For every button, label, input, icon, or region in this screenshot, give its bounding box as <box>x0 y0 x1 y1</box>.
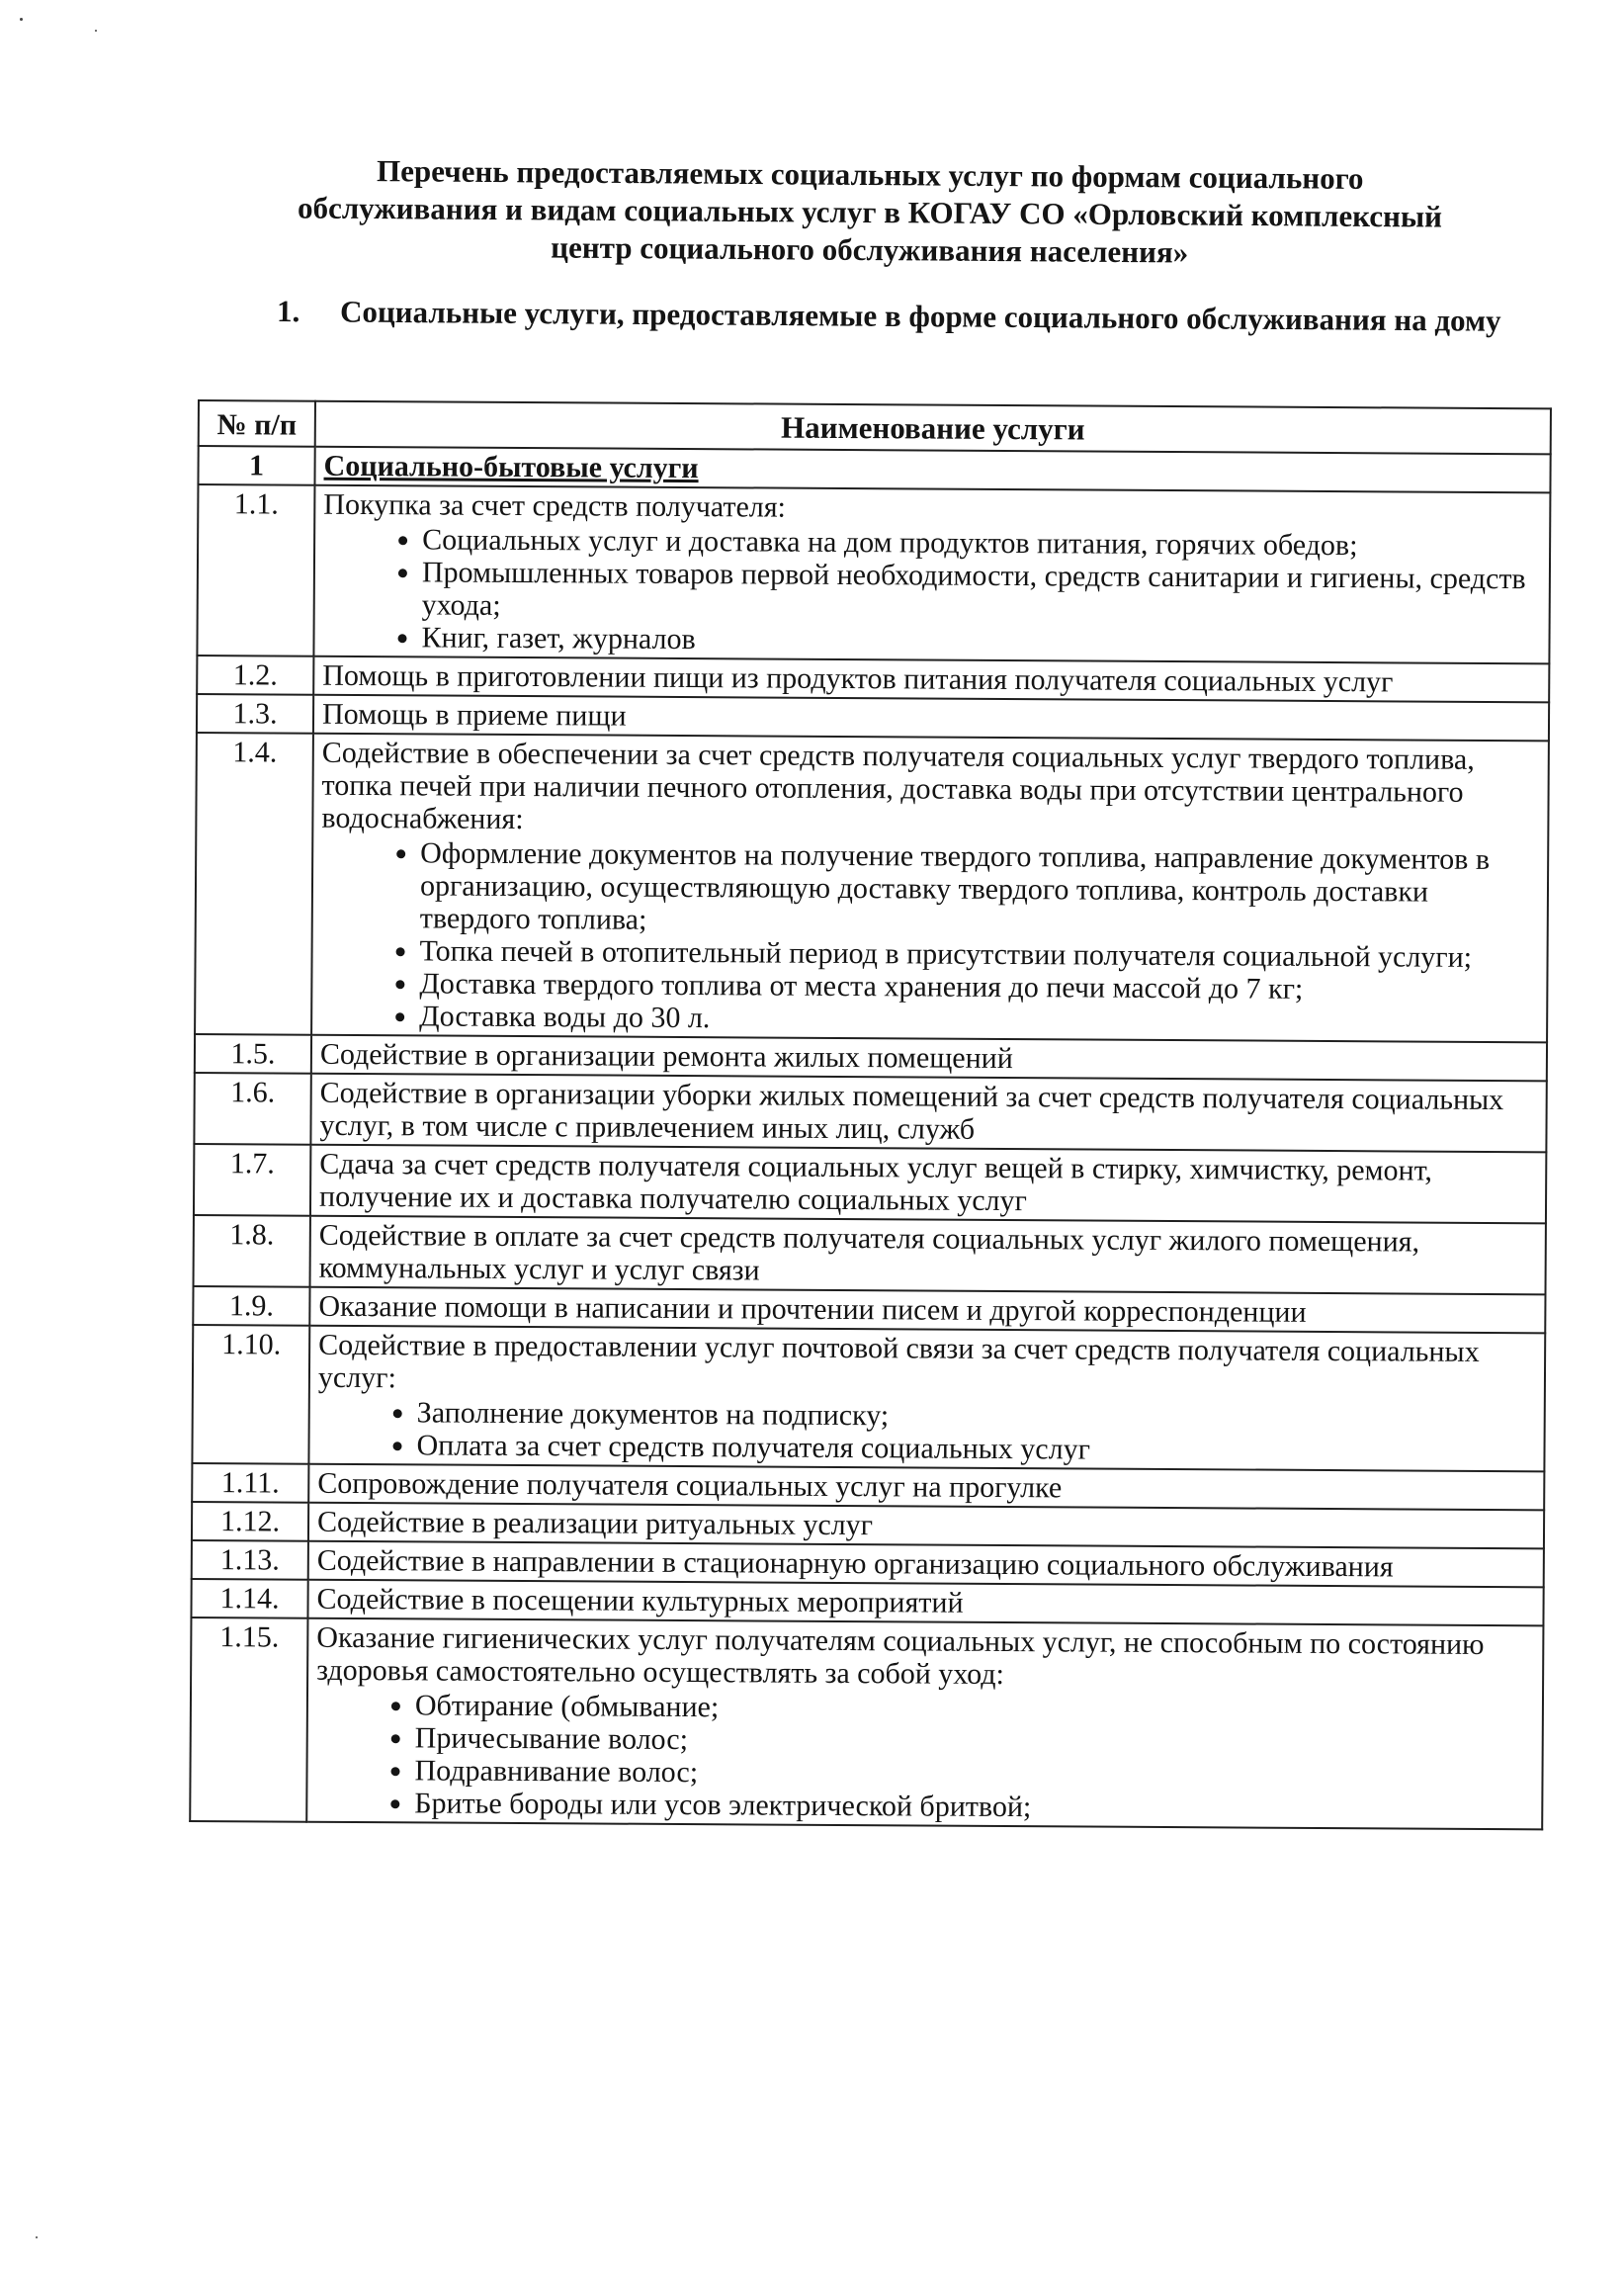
bullet-list <box>317 1396 1535 1469</box>
table-row <box>192 1325 1545 1471</box>
bullet-list <box>320 836 1539 1040</box>
table-row <box>195 733 1549 1042</box>
row-num: 1.5. <box>195 1034 311 1074</box>
row-text: Содействие в обеспечении за счет средств получателя социальных услуг твердого топлива, топка печей при наличии печного отопления, доставка воды при отсутствии центрального водоснабжения: <box>321 736 1475 836</box>
row-num: 1.14. <box>191 1579 307 1618</box>
row-num: 1.9. <box>193 1286 309 1326</box>
row-text: Содействие в направлении в стационарную организацию социального обслуживания <box>316 1543 1394 1584</box>
header-name: Наименование услуги <box>315 401 1551 455</box>
table-row <box>194 1144 1546 1223</box>
row-text: Содействие в предоставлении услуг почтовой связи за счет средств получателя социальных услуг: <box>317 1328 1480 1395</box>
row-num: 1.4. <box>195 733 313 1035</box>
bullet-item: • Подравнивание волос; <box>414 1754 1533 1793</box>
row-description <box>310 1216 1546 1295</box>
bullet-item: • Бритье бороды или усов электрической бритвой; <box>414 1787 1533 1826</box>
row-text: Покупка за счет средств получателя: <box>323 487 787 524</box>
title-line: обслуживания и видам социальных услуг в КОГАУ СО «Орловский комплексный <box>297 190 1443 234</box>
row-text: Помощь в приготовлении пищи из продуктов питания получателя социальных услуг <box>322 658 1394 699</box>
bullet-item: • Промышленных товаров первой необходимости, средств санитарии и гигиены, средств ухода; <box>422 556 1541 628</box>
table-row <box>197 484 1550 663</box>
bullet-item: • Социальных услуг и доставка на дом продуктов питания, горячих обедов; <box>422 523 1541 563</box>
row-text: Оказание гигиенических услуг получателям социальных услуг, не способным по состоянию здоровья самостоятельно осуществлять за собой уход: <box>316 1620 1485 1692</box>
row-description <box>310 1145 1546 1224</box>
table-header-row <box>199 400 1551 454</box>
row-num: 1.11. <box>192 1463 308 1503</box>
row-num: 1.10. <box>192 1325 309 1464</box>
bullet-item: • Причесывание волос; <box>415 1721 1534 1761</box>
row-text: Содействие в организации ремонта жилых помещений <box>319 1037 1013 1076</box>
table-row <box>194 1073 1546 1152</box>
row-num: 1.13. <box>192 1540 308 1580</box>
document-title <box>227 151 1513 274</box>
row-num: 1.12. <box>192 1502 308 1541</box>
row-description <box>313 485 1550 664</box>
row-num: 1.7. <box>194 1144 310 1216</box>
row-num: 1.15. <box>190 1617 307 1822</box>
title-line: центр социального обслуживания населения» <box>551 229 1189 270</box>
row-text: Содействие в посещении культурных мероприятий <box>316 1582 964 1619</box>
section-heading <box>276 294 1525 339</box>
scan-speck <box>20 18 23 21</box>
row-text: Оказание помощи в написании и прочтении писем и другой корреспонденции <box>318 1289 1307 1329</box>
row-num: 1.3. <box>197 694 313 734</box>
group-num: 1 <box>198 446 314 485</box>
row-text: Сопровождение получателя социальных услуг на прогулке <box>317 1466 1063 1505</box>
row-description <box>311 734 1549 1043</box>
scan-speck <box>95 30 97 32</box>
section-number: 1. <box>276 294 300 329</box>
bullet-item: • Оплата за счет средств получателя социальных услуг <box>416 1429 1535 1468</box>
row-num: 1.8. <box>194 1215 310 1287</box>
bullet-item: • Доставка твердого топлива от места хранения до печи массой до 7 кг; <box>419 967 1538 1006</box>
title-line: Перечень предоставляемых социальных услуг по формам социального <box>376 153 1364 196</box>
bullet-item: • Доставка воды до 30 л. <box>419 1000 1538 1039</box>
header-num: № п/п <box>199 400 315 447</box>
table-row <box>190 1617 1543 1829</box>
services-table <box>189 399 1552 1830</box>
bullet-item: • Топка печей в отопительный период в присутствии получателя социальной услуги; <box>419 934 1538 974</box>
row-text: Помощь в приеме пищи <box>321 697 627 733</box>
row-text: Сдача за счет средств получателя социальных услуг вещей в стирку, химчистку, ремонт, получение их и доставка получателю социальных услуг <box>318 1147 1433 1218</box>
row-text: Содействие в оплате за счет средств получателя социальных услуг жилого помещения, коммунальных услуг и услуг связи <box>318 1218 1420 1287</box>
row-num: 1.6. <box>194 1073 310 1145</box>
row-text: Содействие в организации уборки жилых помещений за счет средств получателя социальных услуг, в том числе с привлечением иных лиц, служб <box>319 1076 1504 1146</box>
bullet-list <box>315 1689 1534 1827</box>
row-description <box>310 1074 1546 1153</box>
row-description <box>306 1618 1543 1830</box>
row-description <box>308 1326 1545 1472</box>
group-name: Социально-бытовые услуги <box>314 447 1550 493</box>
bullet-item: • Оформление документов на получение твердого топлива, направление документов в организацию, осуществляющую доставку твердого топлива, контроль доставки твердого топлива; <box>420 836 1540 941</box>
bullet-item: • Обтирание (обмывание; <box>415 1689 1534 1728</box>
table-row <box>194 1215 1546 1294</box>
section-text: Социальные услуги, предоставляемые в форме социального обслуживания на дому <box>339 294 1501 338</box>
row-text: Содействие в реализации ритуальных услуг <box>316 1505 874 1542</box>
bullet-item: • Книг, газет, журналов <box>421 621 1540 660</box>
bullet-list <box>322 523 1541 661</box>
row-num: 1.2. <box>197 656 313 695</box>
scan-speck <box>36 2236 38 2238</box>
row-num: 1.1. <box>197 484 314 656</box>
bullet-item: • Заполнение документов на подписку; <box>417 1396 1536 1436</box>
